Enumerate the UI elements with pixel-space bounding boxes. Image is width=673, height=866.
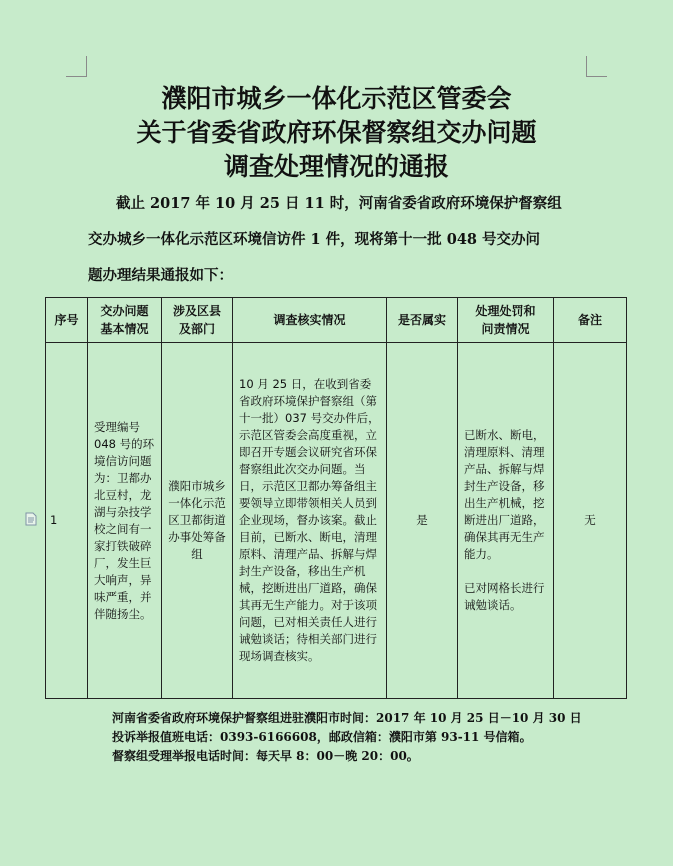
title-line-3: 调查处理情况的通报 — [223, 152, 449, 181]
footer-line-2: 投诉举报值班电话：0393-6166608，邮政信箱：濮阳市第 93-11 号信箱。 — [112, 730, 532, 744]
title-line-1: 濮阳市城乡一体化示范区管委会 — [161, 84, 512, 113]
header-verified: 是否属实 — [387, 298, 458, 343]
footer-line-1: 河南省委省政府环境保护督察组进驻濮阳市时间：2017 年 10 月 25 日－10 月 30 日 — [112, 711, 582, 725]
footer-notes — [112, 709, 582, 766]
header-investigation: 调查核实情况 — [233, 298, 387, 343]
report-table — [45, 297, 627, 699]
header-area: 涉及区县 及部门 — [162, 298, 233, 343]
title-line-2: 关于省委省政府环保督察组交办问题 — [136, 118, 537, 147]
header-handling: 处理处罚和 问责情况 — [458, 298, 554, 343]
table-header-row — [46, 298, 627, 343]
cell-no: 1 — [46, 343, 88, 699]
cell-investigation: 10 月 25 日，在收到省委省政府环境保护督察组（第十一批）037 号交办件后，示范区管委会高度重视，立即召开专题会议研究省环保督察组此次交办问题。当日，示范区卫都办筹备组主要领导立即带领相关人员到企业现场，督办该案。截止目前，已断水、断电，清理原料、清理产品、拆解与焊封生产设备，移出生产机械，挖断进出厂道路，确保其再无生产能力。对于该项问题，已对相关责任人进行诫勉谈话；待相关部门进行现场调查核实。 — [233, 343, 387, 699]
intro-line-2: 交办城乡一体化示范区环境信访件 1 件，现将第十一批 048 号交办问 — [88, 231, 541, 248]
cell-area: 濮阳市城乡一体化示范区卫都街道办事处筹备组 — [162, 343, 233, 699]
header-remark: 备注 — [554, 298, 627, 343]
handling-paragraph-2: 已对网格长进行诫勉谈话。 — [464, 581, 545, 612]
page-corner-top-left — [66, 56, 87, 77]
header-no: 序号 — [46, 298, 88, 343]
footer-line-3: 督察组受理举报电话时间：每天早 8：00－晚 20：00。 — [112, 749, 419, 763]
document-icon — [25, 512, 37, 526]
cell-handling — [458, 343, 554, 699]
document-title — [0, 82, 673, 184]
cell-verified: 是 — [387, 343, 458, 699]
cell-issue: 受理编号 048 号的环境信访问题为：卫都办北豆村，龙湖与杂技学校之间有一家打铁破碎厂，发生巨大响声，异味严重，并伴随扬尘。 — [88, 343, 162, 699]
cell-remark: 无 — [554, 343, 627, 699]
table-row — [46, 343, 627, 699]
intro-line-1: 截止 2017 年 10 月 25 日 11 时，河南省委省政府环境保护督察组 — [116, 195, 562, 212]
intro-paragraph — [88, 186, 608, 294]
page-corner-top-right — [586, 56, 607, 77]
header-issue: 交办问题 基本情况 — [88, 298, 162, 343]
handling-paragraph-1: 已断水、断电，清理原料、清理产品、拆解与焊封生产设备，移出生产机械，挖断进出厂道路，确保其再无生产能力。 — [464, 428, 545, 561]
intro-line-3: 题办理结果通报如下： — [88, 267, 233, 284]
